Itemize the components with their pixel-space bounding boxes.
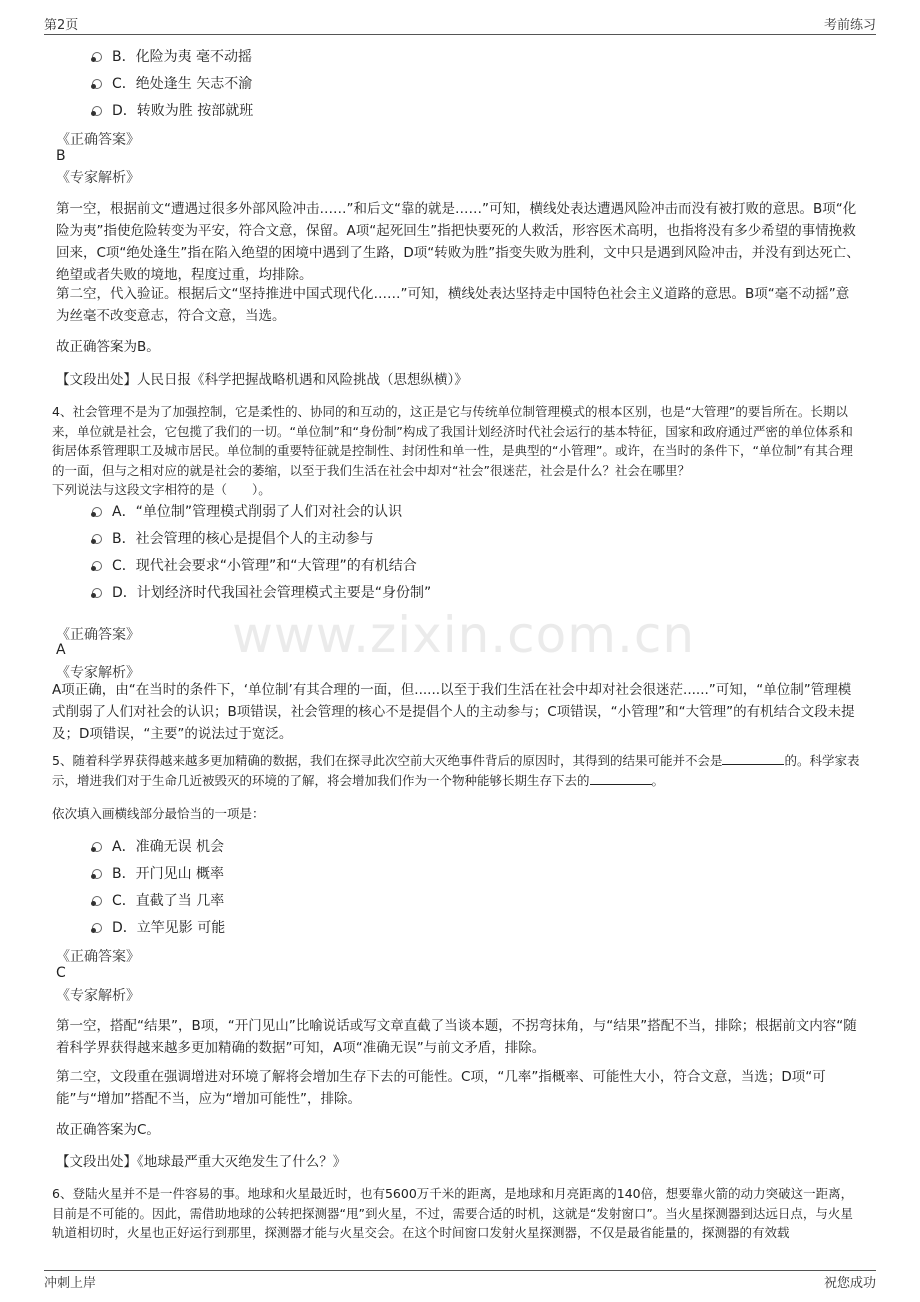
page-number: 第2页 <box>44 18 79 33</box>
option-label: D．转败为胜 按部就班 <box>112 103 254 119</box>
q5-option-a[interactable] <box>92 836 224 858</box>
watermark: www.zixin.com.cn <box>232 606 696 664</box>
option-label: B．开门见山 概率 <box>112 866 225 882</box>
q3-analysis-label: 《专家解析》 <box>56 170 140 186</box>
q3-analysis-para2: 第二空，代入验证。根据后文“坚持推进中国式现代化……”可知，横线处表达坚持走中国特色社会主义道路的意思。B项“毫不动摇”意为丝毫不改变意志，符合文意，当选。 <box>56 286 850 324</box>
radio-icon[interactable] <box>92 561 102 571</box>
q5-blank-2 <box>590 772 652 785</box>
q5-stem-part3: 。 <box>651 772 665 788</box>
radio-icon[interactable] <box>92 896 102 906</box>
option-label: B．社会管理的核心是提倡个人的主动参与 <box>112 531 374 547</box>
radio-icon[interactable] <box>92 588 102 598</box>
option-label: B．化险为夷 毫不动摇 <box>112 49 253 65</box>
q4-analysis: A项正确，由“在当时的条件下，‘单位制’有其合理的一面，但......以至于我们生活在社会中却对社会很迷茫......”可知，“单位制”管理模式削弱了人们对社会的认识；B项错误，社会管理的核心不是提倡个人的主动参与；C项错误，“小管理”和“大管理”的有机结合文段未提及；D项错误，“主要”的说法过于宽泛。 <box>52 682 855 742</box>
q5-analysis-para1: 第一空，搭配“结果”，B项，“开门见山”比喻说话或写文章直截了当谈本题，不拐弯抹角，与“结果”搭配不当，排除；根据前文内容“随着科学界获得越来越多更加精确的数据”可知，A项“准确无误”与前文矛盾，排除。 <box>56 1018 857 1056</box>
q3-option-c[interactable] <box>92 73 252 95</box>
q5-conclusion: 故正确答案为C。 <box>56 1122 160 1138</box>
q5-option-c[interactable] <box>92 890 224 912</box>
radio-icon[interactable] <box>92 52 102 62</box>
q3-option-d[interactable] <box>92 100 253 122</box>
q5-option-d[interactable] <box>92 917 225 939</box>
q5-analysis-label: 《专家解析》 <box>56 988 140 1004</box>
option-label: D．立竿见影 可能 <box>112 920 226 936</box>
q4-option-c[interactable] <box>92 555 417 577</box>
q4-stem: 4、社会管理不是为了加强控制，它是柔性的、协同的和互动的，这正是它与传统单位制管理模式的根本区别，也是“大管理”的要旨所在。长期以来，单位就是社会，它包揽了我们的一切。“单位制”和“身份制”构成了我国计划经济时代社会运行的基本特征，国家和政府通过严密的单位体系和街居体系管理职工及城市居民。单位制的重要特征就是控制性、封闭性和单一性，是典型的“小管理”。或许，在当时的条件下，“单位制”有其合理的一面，但与之相对应的就是社会的萎缩，以至于我们生活在社会中却对“社会”很迷茫，社会是什么？社会在哪里？ <box>52 404 853 478</box>
option-label: C．现代社会要求“小管理”和“大管理”的有机结合 <box>112 558 417 574</box>
q5-analysis-para2: 第二空，文段重在强调增进对环境了解将会增加生存下去的可能性。C项，“几率”指概率、可能性大小，符合文意，当选；D项“可能”与“增加”搭配不当，应为“增加可能性”，排除。 <box>56 1069 826 1107</box>
q3-conclusion: 故正确答案为B。 <box>56 339 160 355</box>
radio-icon[interactable] <box>92 106 102 116</box>
radio-icon[interactable] <box>92 534 102 544</box>
option-label: C．绝处逢生 矢志不渝 <box>112 76 253 92</box>
q6-stem: 6、登陆火星并不是一件容易的事。地球和火星最近时，也有5600万千米的距离，是地球和月亮距离的140倍，想要靠火箭的动力突破这一距离，目前是不可能的。因此，需借助地球的公转把探测器“甩”到火星，不过，需要合适的时机，这就是“发射窗口”。当火星探测器到达远日点，与火星轨道相切时，火星也正好运行到那里，探测器才能与火星交会。在这个时间窗口发射火星探测器，不仅是最省能量的，探测器的有效载 <box>52 1186 854 1240</box>
option-label: A．准确无误 机会 <box>112 839 225 855</box>
radio-icon[interactable] <box>92 507 102 517</box>
q5-stem-part2: 的。科学家表示，增进我们对于生命几近被毁灭的环境的了解，将会增加我们作为一个物种能够长期生存下去的 <box>52 753 860 788</box>
q4-option-d[interactable] <box>92 582 431 604</box>
footer-right: 祝您成功 <box>823 1276 876 1291</box>
q4-prompt: 下列说法与这段文字相符的是（ ）。 <box>52 482 271 497</box>
q3-answer: B <box>56 148 66 164</box>
q5-source: 【文段出处】《地球最严重大灭绝发生了什么？》 <box>56 1154 347 1170</box>
q4-answer: A <box>56 642 66 658</box>
q5-stem <box>52 751 864 790</box>
q5-prompt: 依次填入画横线部分最恰当的一项是： <box>52 806 265 821</box>
q3-source: 【文段出处】人民日报《科学把握战略机遇和风险挑战（思想纵横）》 <box>56 372 468 388</box>
q4-option-a[interactable] <box>92 501 402 523</box>
option-label: A．“单位制”管理模式削弱了人们对社会的认识 <box>112 504 403 520</box>
page-header <box>44 14 876 34</box>
q5-answer-label: 《正确答案》 <box>56 949 140 965</box>
radio-icon[interactable] <box>92 842 102 852</box>
radio-icon[interactable] <box>92 79 102 89</box>
q5-blank-1 <box>722 752 784 765</box>
q3-analysis-para1: 第一空，根据前文“遭遇过很多外部风险冲击……”和后文“靠的就是……”可知，横线处表达遭遇风险冲击而没有被打败的意思。B项“化险为夷”指使危险转变为平安，符合文意，保留。A项“起死回生”指把快要死的人救活，形容医术高明，也指将没有多少希望的事情挽救回来，C项“绝处逢生”指在陷入绝望的困境中遇到了生路，D项“转败为胜”指变失败为胜利，文中只是遇到风险冲击，并没有到达死亡、绝望或者失败的境地，程度过重，均排除。 <box>56 201 860 283</box>
option-label: C．直截了当 几率 <box>112 893 225 909</box>
q3-answer-label: 《正确答案》 <box>56 132 140 148</box>
header-divider <box>44 34 876 35</box>
q4-option-b[interactable] <box>92 528 374 550</box>
page-footer <box>44 1272 876 1292</box>
q4-answer-label: 《正确答案》 <box>56 627 140 643</box>
header-title: 考前练习 <box>823 18 876 33</box>
q5-option-b[interactable] <box>92 863 224 885</box>
q4-analysis-label: 《专家解析》 <box>56 665 140 681</box>
footer-divider <box>44 1270 876 1271</box>
option-label: D．计划经济时代我国社会管理模式主要是“身份制” <box>112 585 432 601</box>
footer-left: 冲刺上岸 <box>44 1276 97 1291</box>
radio-icon[interactable] <box>92 923 102 933</box>
q5-stem-part1: 5、随着科学界获得越来越多更加精确的数据，我们在探寻此次空前大灭绝事件背后的原因时，其得到的结果可能并不会是 <box>52 753 723 768</box>
q3-option-b[interactable] <box>92 46 252 68</box>
q5-answer: C <box>56 965 66 981</box>
radio-icon[interactable] <box>92 869 102 879</box>
